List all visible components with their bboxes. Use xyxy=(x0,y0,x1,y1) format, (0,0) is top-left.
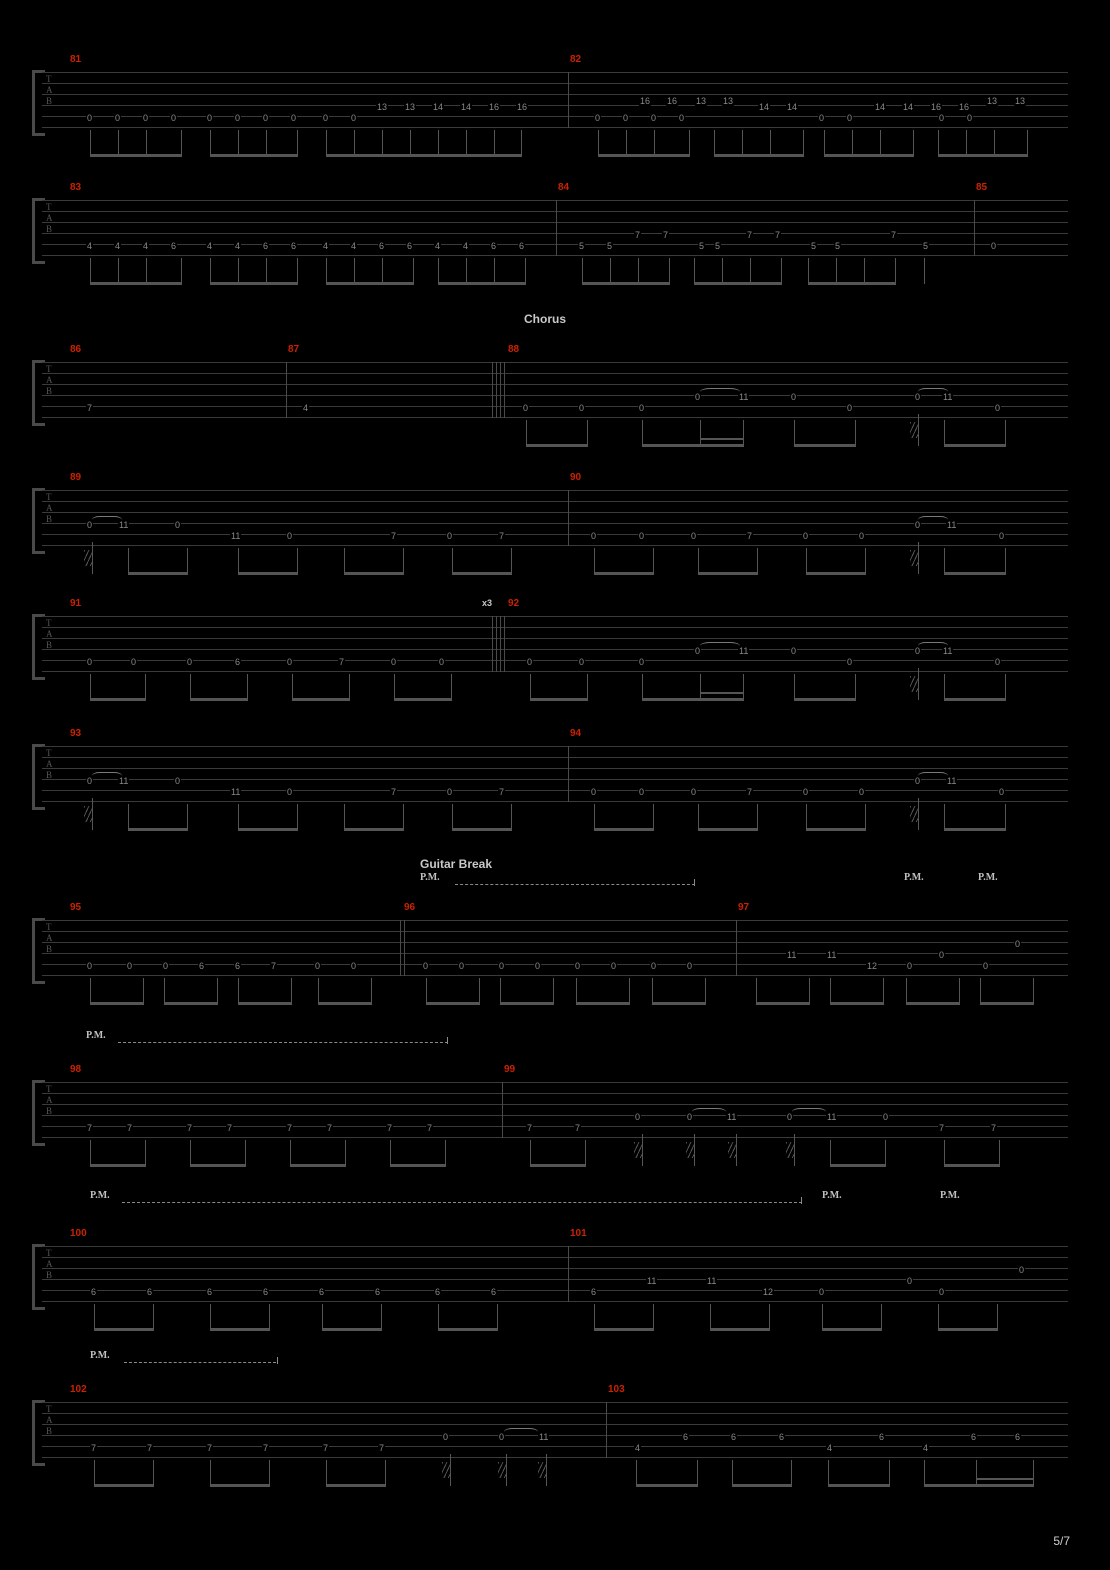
repeat-barline xyxy=(500,362,505,418)
measure-number: 100 xyxy=(70,1228,87,1239)
tab-sheet-page: T A B 81 82 0 0 0 0 0 0 0 0 0 0 13 13 14 14 16 16 0 0 0 0 16 16 13 13 14 14 0 0 14 14 16 16 0 0 13 13 T A B 83 84 85 4 4 4 6 4 4 6 6 4 4 6 6 4 4 6 6 5 5 7 7 5 5 7 7 5 5 7 5 0 Chorus T A B 86 87 88 7 4 0 0 0 0 11 0 0 0 11 0 T A B 89 90 0 11 0 11 0 7 0 7 0 0 0 7 0 0 0 11 0 T A B 91 92 x3 0 0 0 6 0 7 0 0 0 0 0 0 11 0 0 0 11 0 T A B 93 94 0 11 0 11 0 7 0 7 0 0 0 7 0 0 0 11 0 Guitar Break P.M. P.M. P.M. T A B 95 96 97 0 0 0 6 6 7 0 0 0 0 0 0 0 0 0 0 11 11 12 0 0 0 0 P.M. T A B 98 99 7 7 7 7 7 7 7 7 7 7 0 0 11 0 11 0 7 7 P.M. P.M. P.M. T A B 100 101 6 6 6 6 6 6 6 6 6 11 11 12 0 0 0 0 P.M. T A B 102 103 7 7 7 7 7 7 0 0 11 4 6 6 6 4 6 4 6 6 5/7 xyxy=(0,0,1110,1570)
palm-mute-label: P.M. xyxy=(90,1350,110,1361)
measure-number: 91 xyxy=(70,598,82,609)
measure-number: 94 xyxy=(570,728,582,739)
tab-clef: T A B xyxy=(46,74,53,106)
repeat-barline xyxy=(500,616,505,672)
tab-clef: T A B xyxy=(46,492,53,524)
staff xyxy=(42,920,1068,976)
measure-number: 101 xyxy=(570,1228,587,1239)
measure-number: 95 xyxy=(70,902,82,913)
repeat-barline xyxy=(492,616,497,672)
measure-number: 89 xyxy=(70,472,82,483)
measure-number: 87 xyxy=(288,344,300,355)
measure-number: 90 xyxy=(570,472,582,483)
measure-number: 103 xyxy=(608,1384,625,1395)
staff xyxy=(42,200,1068,256)
measure-number: 81 xyxy=(70,54,82,65)
repeat-count-label: x3 xyxy=(482,598,493,608)
tab-clef: T A B xyxy=(46,1404,53,1436)
repeat-barline xyxy=(492,362,497,418)
page-number: 5/7 xyxy=(1053,1534,1070,1548)
staff xyxy=(42,746,1068,802)
staff xyxy=(42,490,1068,546)
palm-mute-label: P.M. xyxy=(420,872,440,883)
section-label-guitar-break: Guitar Break xyxy=(420,857,493,871)
tab-clef: T A B xyxy=(46,1084,53,1116)
tab-clef: T A B xyxy=(46,1248,53,1280)
staff xyxy=(42,1402,1068,1458)
palm-mute-label: P.M. xyxy=(940,1190,960,1201)
measure-number: 93 xyxy=(70,728,82,739)
staff xyxy=(42,72,1068,128)
measure-number: 98 xyxy=(70,1064,82,1075)
measure-number: 99 xyxy=(504,1064,516,1075)
palm-mute-label: P.M. xyxy=(822,1190,842,1201)
measure-number: 82 xyxy=(570,54,582,65)
measure-number: 96 xyxy=(404,902,416,913)
staff xyxy=(42,362,1068,418)
palm-mute-label: P.M. xyxy=(904,872,924,883)
staff xyxy=(42,616,1068,672)
palm-mute-label: P.M. xyxy=(90,1190,110,1201)
tab-clef: T A B xyxy=(46,202,53,234)
palm-mute-label: P.M. xyxy=(978,872,998,883)
section-label-chorus: Chorus xyxy=(524,312,566,326)
tab-clef: T A B xyxy=(46,922,53,954)
measure-number: 92 xyxy=(508,598,520,609)
measure-number: 97 xyxy=(738,902,750,913)
measure-number: 86 xyxy=(70,344,82,355)
tab-clef: T A B xyxy=(46,364,53,396)
measure-number: 102 xyxy=(70,1384,87,1395)
tab-clef: T A B xyxy=(46,748,53,780)
measure-number: 88 xyxy=(508,344,520,355)
measure-number: 85 xyxy=(976,182,988,193)
measure-number: 83 xyxy=(70,182,82,193)
staff xyxy=(42,1082,1068,1138)
tab-clef: T A B xyxy=(46,618,53,650)
palm-mute-label: P.M. xyxy=(86,1030,106,1041)
staff xyxy=(42,1246,1068,1302)
measure-number: 84 xyxy=(558,182,570,193)
